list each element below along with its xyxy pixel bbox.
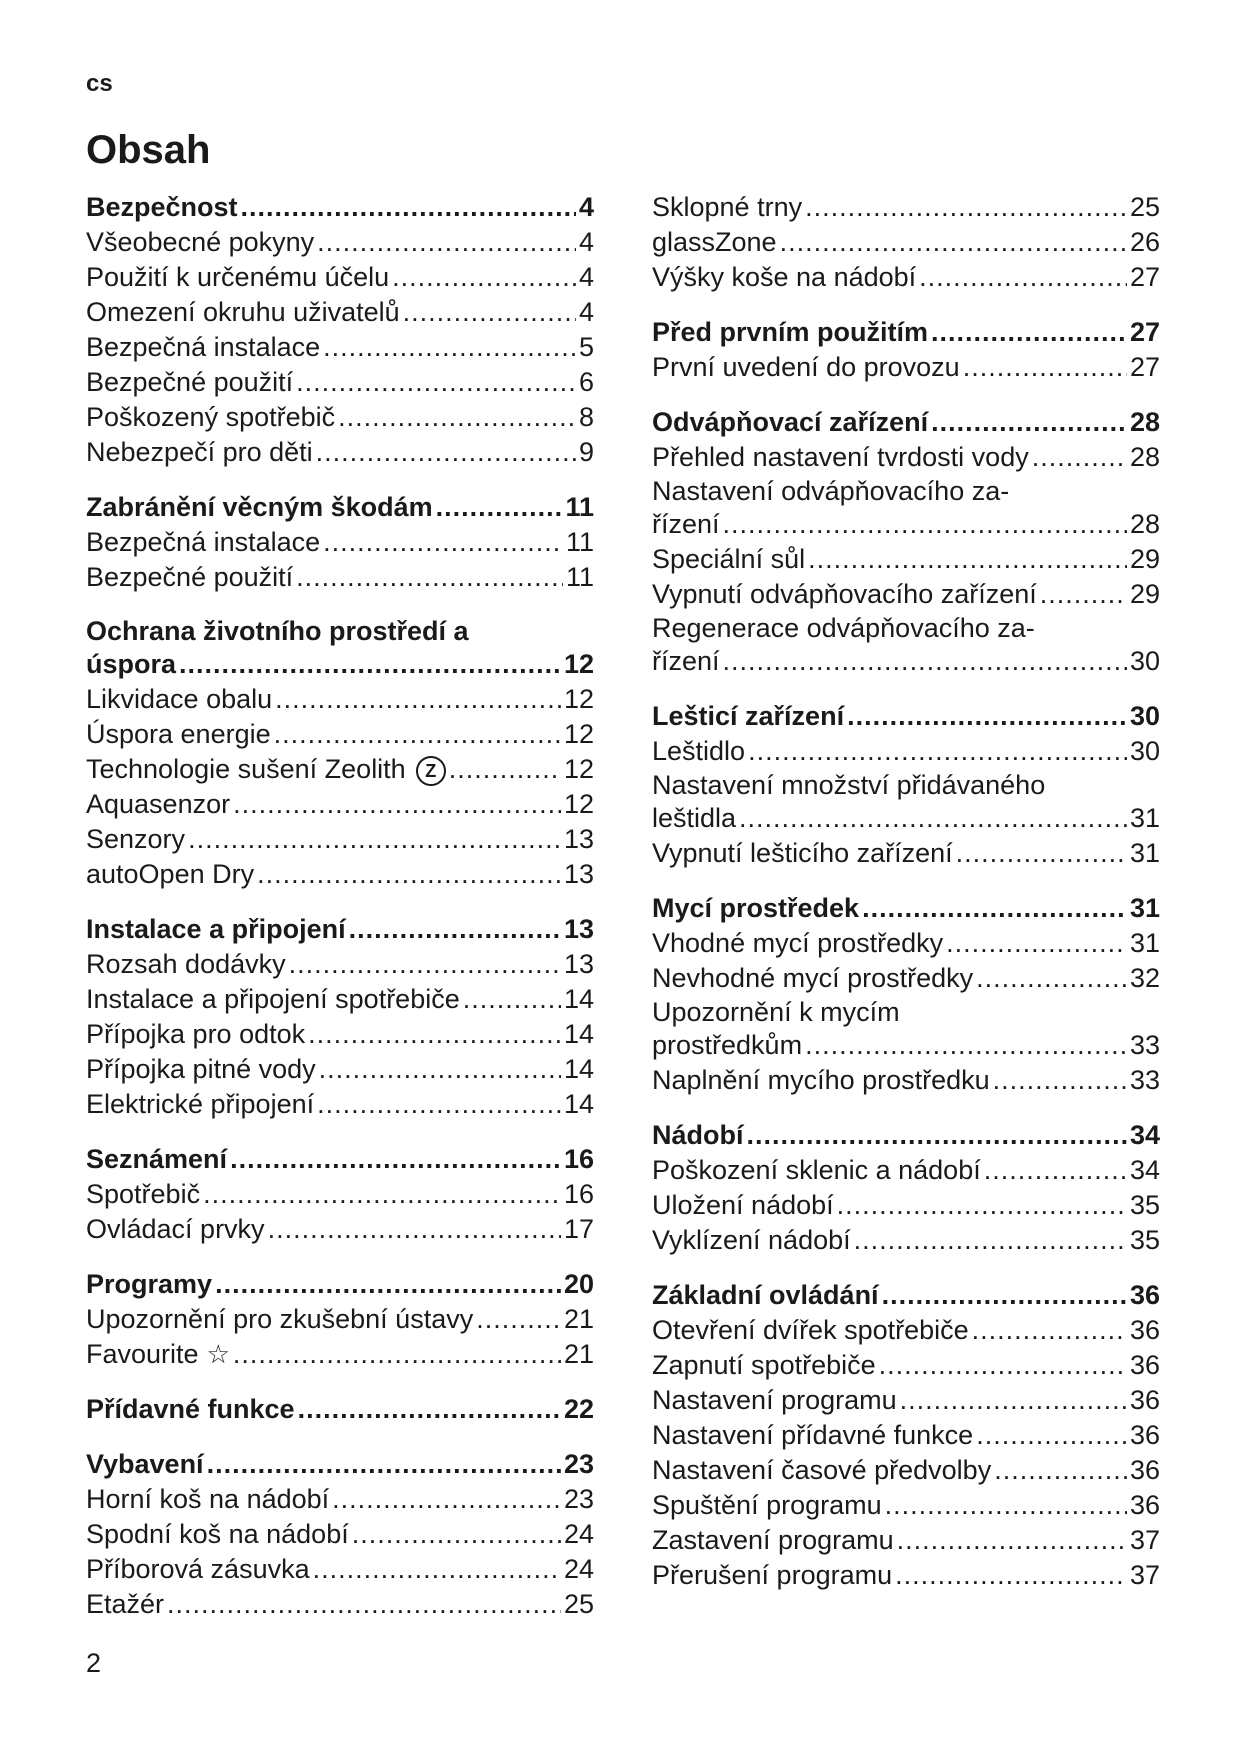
toc-entry[interactable]: Sklopné trny ..... 25	[652, 190, 1160, 225]
toc-entry[interactable]: Všeobecné pokyny ..... 4	[86, 225, 594, 260]
star-icon: ☆	[206, 1339, 230, 1369]
toc-heading[interactable]: Bezpečnost ..... 4	[86, 190, 594, 225]
page-number: 2	[86, 1648, 102, 1678]
toc-entry-line1[interactable]: Nastavení množství přidávaného	[652, 770, 1046, 800]
toc-section-lestici	[652, 699, 1160, 871]
toc-entry[interactable]: Přípojka pitné vody ..... 14	[86, 1052, 594, 1087]
toc-entry[interactable]: Likvidace obalu ..... 12	[86, 682, 594, 717]
toc-entry[interactable]: Spotřebič ..... 16	[86, 1177, 594, 1212]
toc-section-odvapnovaci	[652, 405, 1160, 679]
toc-section-myci	[652, 891, 1160, 1098]
toc-heading[interactable]: Odvápňovací zařízení ..... 28	[652, 405, 1160, 440]
toc-entry[interactable]: Bezpečné použití ..... 11	[86, 560, 594, 595]
toc-entry[interactable]: Elektrické připojení ..... 14	[86, 1087, 594, 1122]
toc-entry[interactable]: Spuštění programu ..... 36	[652, 1488, 1160, 1523]
toc-heading[interactable]: Programy ..... 20	[86, 1267, 594, 1302]
toc-section-instalace	[86, 912, 594, 1122]
page-title: Obsah	[86, 128, 211, 172]
toc-entry[interactable]: Etažér ..... 25	[86, 1587, 594, 1622]
toc-entry[interactable]: Horní koš na nádobí ..... 23	[86, 1482, 594, 1517]
toc-entry[interactable]: Bezpečná instalace ..... 11	[86, 525, 594, 560]
toc-entry[interactable]: Nevhodné mycí prostředky ..... 32	[652, 961, 1160, 996]
toc-heading[interactable]: Mycí prostředek ..... 31	[652, 891, 1160, 926]
toc-entry[interactable]: Výšky koše na nádobí ..... 27	[652, 260, 1160, 295]
toc-heading[interactable]: Základní ovládání ..... 36	[652, 1278, 1160, 1313]
toc-heading[interactable]: Přídavné funkce ..... 22	[86, 1392, 594, 1427]
toc-entry[interactable]: Přehled nastavení tvrdosti vody ..... 28	[652, 440, 1160, 475]
language-code: cs	[86, 70, 113, 97]
toc-entry[interactable]: Vyklízení nádobí ..... 35	[652, 1223, 1160, 1258]
toc-entry[interactable]: Zapnutí spotřebiče ..... 36	[652, 1348, 1160, 1383]
toc-entry[interactable]: Vypnutí odvápňovacího zařízení ..... 29	[652, 577, 1160, 612]
toc-entry[interactable]: Nastavení přídavné funkce ..... 36	[652, 1418, 1160, 1453]
toc-entry[interactable]: Příborová zásuvka ..... 24	[86, 1552, 594, 1587]
toc-right-column	[652, 190, 1160, 1613]
toc-entry[interactable]: autoOpen Dry ..... 13	[86, 857, 594, 892]
toc-heading[interactable]: Instalace a připojení ..... 13	[86, 912, 594, 947]
toc-entry[interactable]: glassZone ..... 26	[652, 225, 1160, 260]
toc-left-column	[86, 190, 594, 1642]
toc-entry[interactable]: Přerušení programu ..... 37	[652, 1558, 1160, 1593]
toc-entry[interactable]: Upozornění pro zkušební ústavy ..... 21	[86, 1302, 594, 1337]
toc-entry[interactable]: Zastavení programu ..... 37	[652, 1523, 1160, 1558]
toc-entry[interactable]: Úspora energie ..... 12	[86, 717, 594, 752]
toc-entry[interactable]: Naplnění mycího prostředku ..... 33	[652, 1063, 1160, 1098]
toc-section-vybaveni-cont	[652, 190, 1160, 295]
toc-entry[interactable]: Favourite ☆ ..... 21	[86, 1337, 594, 1372]
toc-entry-line1[interactable]: Regenerace odvápňovacího za-	[652, 613, 1035, 643]
toc-entry[interactable]: řízení ..... 28	[652, 507, 1160, 542]
toc-entry[interactable]: Ovládací prvky ..... 17	[86, 1212, 594, 1247]
toc-entry[interactable]: Aquasenzor ..... 12	[86, 787, 594, 822]
toc-section-programy	[86, 1267, 594, 1372]
toc-entry-line1[interactable]: Nastavení odvápňovacího za-	[652, 476, 1010, 506]
zeolith-icon: Z	[416, 756, 446, 786]
toc-entry[interactable]: Uložení nádobí ..... 35	[652, 1188, 1160, 1223]
toc-entry[interactable]: Vhodné mycí prostředky ..... 31	[652, 926, 1160, 961]
toc-heading[interactable]: úspora ..... 12	[86, 647, 594, 682]
toc-entry-line1[interactable]: Upozornění k mycím	[652, 997, 900, 1027]
toc-entry[interactable]: Instalace a připojení spotřebiče ..... 14	[86, 982, 594, 1017]
toc-section-zakladni	[652, 1278, 1160, 1593]
toc-entry[interactable]: Nebezpečí pro děti ..... 9	[86, 435, 594, 470]
toc-entry[interactable]: Technologie sušení Zeolith Z ..... 12	[86, 752, 594, 787]
toc-entry[interactable]: Nastavení časové předvolby ..... 36	[652, 1453, 1160, 1488]
toc-section-bezpecnost	[86, 190, 594, 470]
toc-entry[interactable]: Bezpečné použití ..... 6	[86, 365, 594, 400]
toc-heading[interactable]: Nádobí ..... 34	[652, 1118, 1160, 1153]
toc-entry[interactable]: Omezení okruhu uživatelů ..... 4	[86, 295, 594, 330]
toc-heading[interactable]: Vybavení ..... 23	[86, 1447, 594, 1482]
toc-heading[interactable]: Před prvním použitím ..... 27	[652, 315, 1160, 350]
toc-entry[interactable]: Otevření dvířek spotřebiče ..... 36	[652, 1313, 1160, 1348]
toc-entry[interactable]: Nastavení programu ..... 36	[652, 1383, 1160, 1418]
toc-section-pred-prvnim	[652, 315, 1160, 385]
toc-section-nadobi	[652, 1118, 1160, 1258]
toc-heading-line1[interactable]: Ochrana životního prostředí a	[86, 616, 469, 646]
toc-section-pridavne	[86, 1392, 594, 1427]
toc-heading[interactable]: Seznámení ..... 16	[86, 1142, 594, 1177]
toc-section-zabraneni	[86, 490, 594, 595]
toc-section-ochrana	[86, 615, 594, 892]
toc-entry[interactable]: Leštidlo ..... 30	[652, 734, 1160, 769]
toc-entry[interactable]: Přípojka pro odtok ..... 14	[86, 1017, 594, 1052]
toc-entry[interactable]: Rozsah dodávky ..... 13	[86, 947, 594, 982]
toc-entry[interactable]: řízení ..... 30	[652, 644, 1160, 679]
toc-entry[interactable]: Senzory ..... 13	[86, 822, 594, 857]
toc-heading[interactable]: Zabránění věcným škodám ..... 11	[86, 490, 594, 525]
toc-entry[interactable]: Použití k určenému účelu ..... 4	[86, 260, 594, 295]
toc-section-seznameni	[86, 1142, 594, 1247]
toc-entry[interactable]: Poškozený spotřebič ..... 8	[86, 400, 594, 435]
toc-entry[interactable]: První uvedení do provozu ..... 27	[652, 350, 1160, 385]
toc-entry[interactable]: Bezpečná instalace ..... 5	[86, 330, 594, 365]
toc-entry[interactable]: leštidla ..... 31	[652, 801, 1160, 836]
toc-entry[interactable]: prostředkům ..... 33	[652, 1028, 1160, 1063]
toc-entry[interactable]: Poškození sklenic a nádobí ..... 34	[652, 1153, 1160, 1188]
toc-entry[interactable]: Speciální sůl ..... 29	[652, 542, 1160, 577]
toc-entry[interactable]: Spodní koš na nádobí ..... 24	[86, 1517, 594, 1552]
toc-heading[interactable]: Lešticí zařízení ..... 30	[652, 699, 1160, 734]
toc-section-vybaveni	[86, 1447, 594, 1622]
toc-entry[interactable]: Vypnutí lešticího zařízení ..... 31	[652, 836, 1160, 871]
